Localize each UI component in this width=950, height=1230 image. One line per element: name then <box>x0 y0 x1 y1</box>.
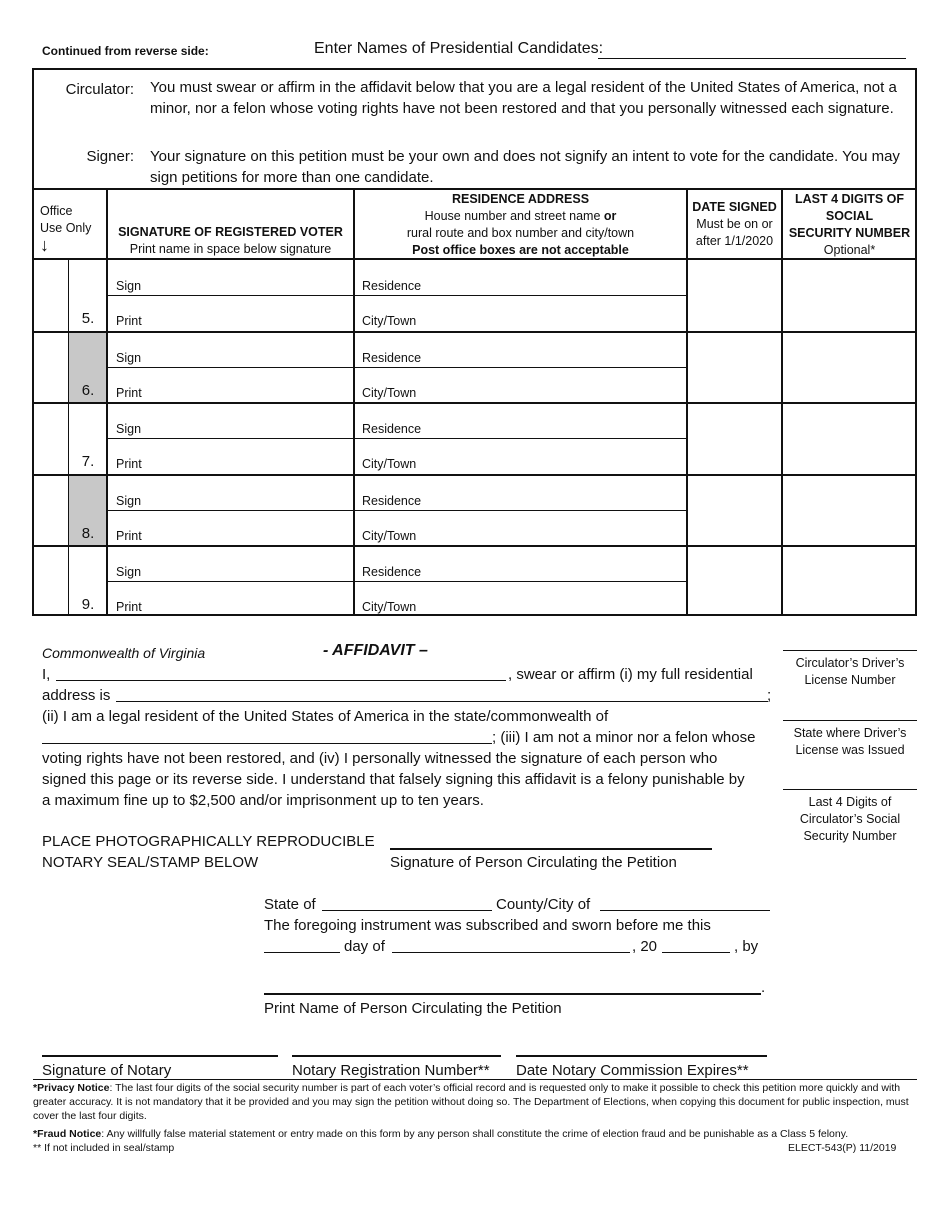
residence-field[interactable]: Residence <box>362 350 422 365</box>
print-field[interactable]: Print <box>116 600 142 615</box>
circulator-address-field[interactable] <box>116 701 768 702</box>
commission-expires-line[interactable] <box>516 1055 767 1057</box>
residence-column-header <box>355 191 686 259</box>
state-of-label: State of <box>264 896 316 913</box>
res-line1b: or <box>603 209 617 223</box>
sign-field[interactable]: Sign <box>116 493 142 508</box>
city-town-field[interactable]: City/Town <box>362 314 417 328</box>
notary-seal-line2: NOTARY SEAL/STAMP BELOW <box>42 854 259 871</box>
county-city-label: County/City of <box>496 896 591 913</box>
row-mid-divider <box>108 367 686 368</box>
sign-field[interactable]: Sign <box>116 422 142 437</box>
ssn-last4-field[interactable] <box>784 262 915 330</box>
sig-subheading: Print name in space below signature <box>129 242 332 256</box>
form-id: ELECT-543(P) 11/2019 <box>788 1142 897 1154</box>
print-name-label: Print Name of Person Circulating the Petition <box>264 1000 562 1017</box>
print-field[interactable]: Print <box>116 457 142 472</box>
state-residence-field[interactable] <box>42 743 492 744</box>
privacy-notice-label: *Privacy Notice <box>33 1082 110 1094</box>
aff-line6: signed this page or its reverse side. I understand that falsely signing this affidavit is a felony punishable by <box>42 771 745 788</box>
ssn-last4-field[interactable] <box>784 548 915 616</box>
table-top-border <box>33 188 917 190</box>
aff-line5: voting rights have not been restored, and (iv) I personally witnessed the signature of each person who <box>42 750 718 767</box>
ssn-heading1: LAST 4 DIGITS OF <box>794 192 905 206</box>
city-town-field[interactable]: City/Town <box>362 528 417 543</box>
print-field[interactable]: Print <box>116 528 142 543</box>
notary-registration-line[interactable] <box>292 1055 501 1057</box>
aff-line3: (ii) I am a legal resident of the United States of America in the state/commonwealth of <box>42 708 609 725</box>
notary-county-field[interactable] <box>600 910 770 911</box>
ssn-heading2: SOCIAL <box>825 209 874 223</box>
row-number: 5. <box>81 310 95 327</box>
commission-expires-label: Date Notary Commission Expires** <box>516 1062 749 1079</box>
circulator-instructions: You must swear or affirm in the affidavit below that you are a legal resident of the United States of America, not a minor, nor a felon whose voting rights have not been restored and that you personally witnessed each signature. <box>150 79 897 117</box>
circulator-ssn4-field[interactable]: Last 4 Digits of Circulator’s Social Security Number <box>783 789 917 845</box>
notary-signature-label: Signature of Notary <box>42 1062 172 1079</box>
date-signed-field[interactable] <box>689 405 780 473</box>
sign-field[interactable]: Sign <box>116 279 142 293</box>
circulator-signature-label: Signature of Person Circulating the Petition <box>390 854 677 871</box>
by-label: , by <box>734 938 759 955</box>
dl-number-field[interactable]: Circulator’s Driver’s License Number <box>783 650 917 689</box>
circulator-label: Circulator: <box>65 81 134 98</box>
row-mid-divider <box>108 510 686 511</box>
date-signed-field[interactable] <box>689 477 780 545</box>
dl-state-field[interactable]: State where Driver’s License was Issued <box>783 720 917 759</box>
print-name-line[interactable] <box>264 993 761 995</box>
fraud-notice <box>33 1127 913 1141</box>
print-field[interactable]: Print <box>116 314 142 328</box>
row-divider <box>33 474 917 476</box>
date-signed-field[interactable] <box>689 334 780 402</box>
row-mid-divider <box>108 581 686 582</box>
row-number: 7. <box>81 453 95 471</box>
aff-line1-start: I, <box>42 666 51 683</box>
notary-registration-label: Notary Registration Number** <box>292 1062 490 1079</box>
res-line1a: House number and street name <box>424 209 604 223</box>
date-signed-field[interactable] <box>689 548 780 616</box>
date-column-header <box>688 199 781 250</box>
aff-line2-start: address is <box>42 687 111 704</box>
sig-heading: SIGNATURE OF REGISTERED VOTER <box>118 225 343 239</box>
date-sub2: after 1/1/2020 <box>695 234 774 248</box>
signature-column-header <box>108 224 353 258</box>
ssn-last4-field[interactable] <box>784 477 915 545</box>
foregoing-text: The foregoing instrument was subscribed and sworn before me this <box>264 917 711 934</box>
fraud-notice-label: *Fraud Notice <box>33 1128 102 1140</box>
res-line2: rural route and box number and city/town <box>406 226 635 240</box>
row-number: 6. <box>81 381 95 399</box>
day-of-label: day of <box>344 938 385 955</box>
notary-signature-line[interactable] <box>42 1055 278 1057</box>
ssn-heading3: SECURITY NUMBER <box>788 226 911 240</box>
affidavit-title: - AFFIDAVIT – <box>323 642 428 659</box>
circulator-signature-line[interactable] <box>390 848 712 850</box>
footer-divider <box>33 1079 917 1080</box>
aff-line2-end: ; <box>767 687 772 704</box>
row-number: 8. <box>81 524 95 542</box>
signer-instructions: Your signature on this petition must be your own and does not signify an intent to vote for the candidate. You may sign petitions for more than one candidate. <box>150 148 900 186</box>
col-divider-office-inner <box>68 260 69 615</box>
aff-line7: a maximum fine up to $2,500 and/or imprisonment up to ten years. <box>42 792 484 809</box>
candidate-names-field[interactable] <box>598 58 906 59</box>
print-name-period: . <box>761 979 766 996</box>
office-use-line1: Office <box>40 204 73 218</box>
seal-note: ** If not included in seal/stamp <box>33 1142 175 1154</box>
ssn-sub: Optional* <box>823 243 876 257</box>
down-arrow-icon: ↓ <box>40 235 49 255</box>
res-line3: Post office boxes are not acceptable <box>412 243 629 257</box>
date-heading: DATE SIGNED <box>692 200 777 214</box>
row-divider <box>33 402 917 404</box>
ssn-column-header <box>783 191 916 259</box>
sworn-year-field[interactable] <box>662 952 730 953</box>
privacy-notice-text: : The last four digits of the social security number is part of each voter’s official record and is requested only to make it possible to check this petition more quickly and with greater accuracy. It is not mandatory that it be provided and you may sign the petition without doing so. The Department of Elections, when copying this document for public inspection, must cover the last four digits. <box>33 1082 909 1122</box>
city-town-field[interactable]: City/Town <box>362 457 417 472</box>
office-use-header <box>40 203 100 253</box>
year-prefix-label: , 20 <box>632 938 658 955</box>
date-sub1: Must be on or <box>696 217 773 231</box>
residence-field[interactable]: Residence <box>362 422 422 437</box>
privacy-notice <box>33 1081 913 1123</box>
res-heading: RESIDENCE ADDRESS <box>451 192 590 206</box>
residence-field[interactable]: Residence <box>362 565 422 580</box>
sign-field[interactable]: Sign <box>116 565 142 580</box>
row-mid-divider <box>108 295 686 296</box>
city-town-field[interactable]: City/Town <box>362 385 417 400</box>
notary-state-field[interactable] <box>322 910 492 911</box>
signer-label: Signer: <box>86 148 134 165</box>
aff-line1-end: , swear or affirm (i) my full residential <box>508 666 753 683</box>
row-mid-divider <box>108 438 686 439</box>
sign-field[interactable]: Sign <box>116 350 142 365</box>
commonwealth-label: Commonwealth of Virginia <box>42 645 206 661</box>
row-number: 9. <box>81 596 95 614</box>
residence-field[interactable]: Residence <box>362 493 422 508</box>
circulator-name-field[interactable] <box>56 680 506 681</box>
print-field[interactable]: Print <box>116 385 142 400</box>
continued-label: Continued from reverse side: <box>42 44 209 58</box>
ssn-last4-field[interactable] <box>784 405 915 473</box>
sworn-day-field[interactable] <box>264 952 340 953</box>
ssn-last4-field[interactable] <box>784 334 915 402</box>
fraud-notice-text: : Any willfully false material statement or entry made on this form by any person shall constitute the crime of election fraud and be punishable as a Class 5 felony. <box>101 1128 849 1140</box>
sworn-month-field[interactable] <box>392 952 630 953</box>
office-use-line2: Use Only <box>40 221 92 235</box>
residence-field[interactable]: Residence <box>362 279 422 293</box>
candidate-names-label: Enter Names of Presidential Candidates: <box>314 40 604 57</box>
date-signed-field[interactable] <box>689 262 780 330</box>
aff-line4-end: ; (iii) I am not a minor nor a felon whose <box>492 729 756 746</box>
city-town-field[interactable]: City/Town <box>362 600 417 615</box>
row-divider <box>33 331 917 333</box>
notary-seal-line1: PLACE PHOTOGRAPHICALLY REPRODUCIBLE <box>42 833 375 850</box>
row-divider <box>33 545 917 547</box>
